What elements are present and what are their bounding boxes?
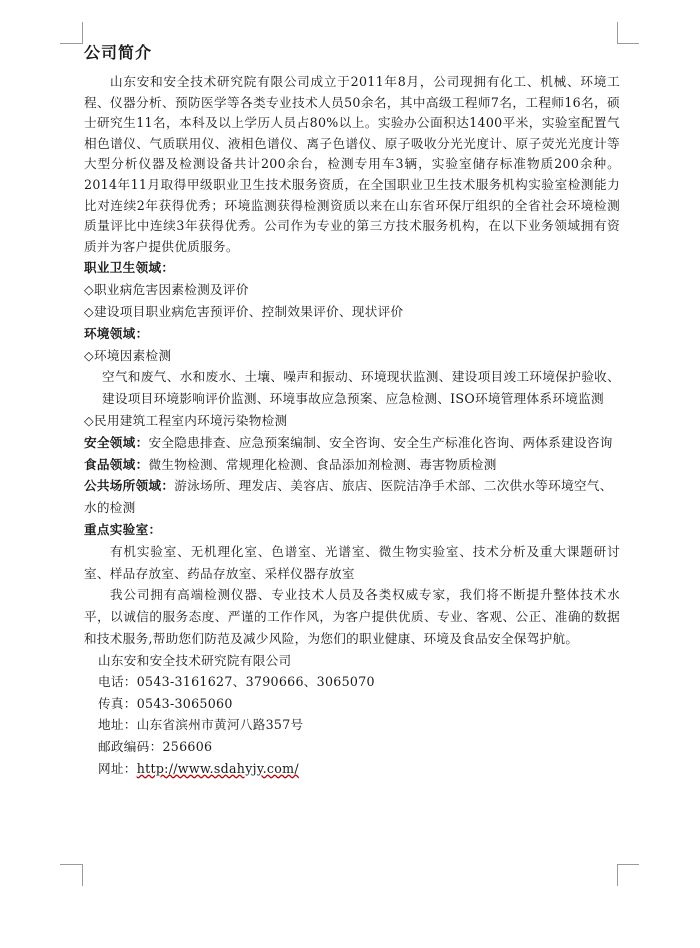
contact-web xyxy=(84,758,620,780)
closing-paragraph: 我公司拥有高端检测仪器、专业技术人员及各类权威专家，我们将不断提升整体技术水平，以诚信的服务态度、严谨的工作作风，为客户提供优质、专业、客观、公正、准确的数据和技术服务,帮助您们防范及减少风险，为您们的职业健康、环境及食品安全保驾护航。 xyxy=(84,587,620,646)
address-value: 山东省滨州市黄河八路357号 xyxy=(136,717,304,733)
environment-item-detail: 空气和废气、水和废水、土壤、噪声和振动、环境现状监测、建设项目竣工环境保护验收、建设项目环境影响评价监测、环境事故应急预案、应急检测、ISO环境管理体系环境监测 xyxy=(102,369,620,407)
web-label: 网址： xyxy=(98,760,137,776)
occupational-item: ◇建设项目职业病危害预评价、控制效果评价、现状评价 xyxy=(84,303,404,319)
contact-fax xyxy=(84,693,620,715)
phone-label: 电话： xyxy=(98,674,137,690)
fax-value: 0543-3065060 xyxy=(136,695,233,711)
crop-mark-bottom-right xyxy=(617,864,618,886)
public-label: 公共场所领域： xyxy=(84,478,175,494)
occupational-item: ◇职业病危害因素检测及评价 xyxy=(84,282,249,298)
phone-value: 0543-3161627、3790666、3065070 xyxy=(136,674,375,690)
contact-address xyxy=(84,714,620,736)
environment-item: ◇民用建筑工程室内环境污染物检测 xyxy=(84,412,288,428)
address-label: 地址： xyxy=(98,717,137,733)
safety-section xyxy=(84,432,620,454)
labs-heading: 重点实验室： xyxy=(84,521,162,537)
contact-postal xyxy=(84,736,620,758)
postal-label: 邮政编码： xyxy=(98,739,163,755)
crop-mark-bottom-right xyxy=(617,864,639,865)
intro-paragraph: 山东安和安全技术研究院有限公司成立于2011年8月，公司现拥有化工、机械、环境工程、仪器分析、预防医学等各类专业技术人员50余名，其中高级工程师7名，工程师16名，硕士研究生11名，本科及以上学历人员占80%以上。实验办公面积达1400平米，实验室配置气相色谱仪、气质联用仪、液相色谱仪、离子色谱仪、原子吸收分光光度计、原子荧光光度计等大型分析仪器及检测设备共计200余台，检测专用车3辆，实验室储存标准物质200余种。2014年11月取得甲级职业卫生技术服务资质，在全国职业卫生技术服务机构实验室检测能力比对连续2年获得优秀；环境监测获得检测资质以来在山东省环保厅组织的全省社会环境检测质量评比中连续3年获得优秀。公司作为专业的第三方技术服务机构，在以下业务领域拥有资质并为客户提供优质服务。 xyxy=(84,74,620,254)
postal-value: 256606 xyxy=(162,739,213,755)
contact-phone xyxy=(84,671,620,693)
environment-item: ◇环境因素检测 xyxy=(84,347,172,363)
crop-mark-top-left xyxy=(82,22,83,44)
food-section xyxy=(84,454,620,476)
website-link[interactable]: http://www.sdahyjy.com/ xyxy=(136,760,299,776)
crop-mark-top-right xyxy=(617,43,639,44)
safety-text: 安全隐患排查、应急预案编制、安全咨询、安全生产标准化咨询、两体系建设咨询 xyxy=(148,434,613,450)
food-text: 微生物检测、常规理化检测、食品添加剂检测、毒害物质检测 xyxy=(148,456,497,472)
crop-mark-bottom-left xyxy=(60,864,82,865)
crop-mark-bottom-left xyxy=(82,864,83,886)
page-title: 公司简介 xyxy=(84,43,153,62)
crop-mark-top-left xyxy=(60,43,82,44)
public-section xyxy=(84,475,620,519)
document-body xyxy=(84,40,620,779)
public-text: 游泳场所、理发店、美容店、旅店、医院洁净手术部、二次供水等环境空气、水的检测 xyxy=(84,478,613,516)
environment-heading: 环境领域： xyxy=(84,325,149,341)
labs-text: 有机实验室、无机理化室、色谱室、光谱室、微生物实验室、技术分析及重大课题研讨室、样品存放室、药品存放室、采样仪器存放室 xyxy=(84,543,620,581)
fax-label: 传真： xyxy=(98,695,137,711)
safety-label: 安全领域： xyxy=(84,434,149,450)
occupational-heading: 职业卫生领域： xyxy=(84,260,175,276)
food-label: 食品领域： xyxy=(84,456,149,472)
contact-company: 山东安和安全技术研究院有限公司 xyxy=(98,652,292,668)
